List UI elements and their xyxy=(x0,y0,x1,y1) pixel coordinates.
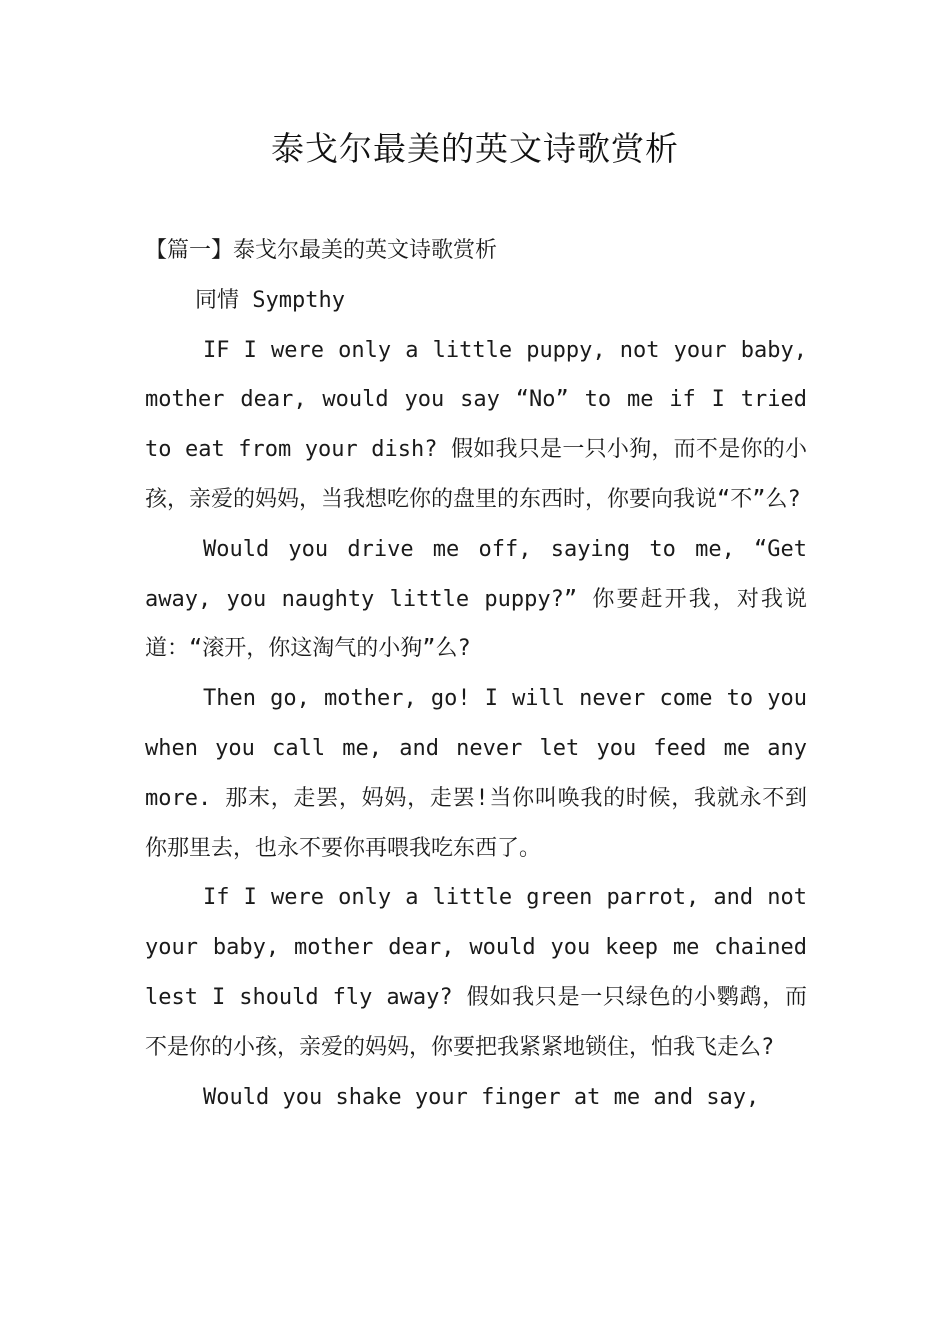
paragraph-4: If I were only a little green parrot, and not your baby, mother dear, would you keep me chained lest I should fly away? 假如我只是一只绿色的小鹦鹉，而不是你的小孩，亲爱的妈妈，你要把我紧紧地锁住，怕我飞走么? xyxy=(145,885,807,1060)
paragraph-2: Would you drive me off, saying to me, “Get away, you naughty little puppy?” 你要赶开我，对我说道：“滚开，你这淘气的小狗”么? xyxy=(145,536,807,662)
paragraph-1: IF I were only a little puppy, not your baby, mother dear, would you say “No” to me if I tried to eat from your dish? 假如我只是一只小狗，而不是你的小孩，亲爱的妈妈，当我想吃你的盘里的东西时，你要向我说“不”么? xyxy=(145,337,807,512)
paragraph-3: Then go, mother, go! I will never come to you when you call me, and never let you feed me any more. 那末，走罢，妈妈，走罢!当你叫唤我的时候，我就永不到你那里去，也永不要你再喂我吃东西了。 xyxy=(145,686,807,861)
document-body xyxy=(145,226,807,1122)
section-heading: 【篇一】泰戈尔最美的英文诗歌赏析 xyxy=(145,238,498,263)
paragraph-5: Would you shake your finger at me and say, xyxy=(203,1084,760,1110)
poem-title: 同情 Sympthy xyxy=(195,287,345,313)
page-title: 泰戈尔最美的英文诗歌赏析 xyxy=(271,129,679,168)
